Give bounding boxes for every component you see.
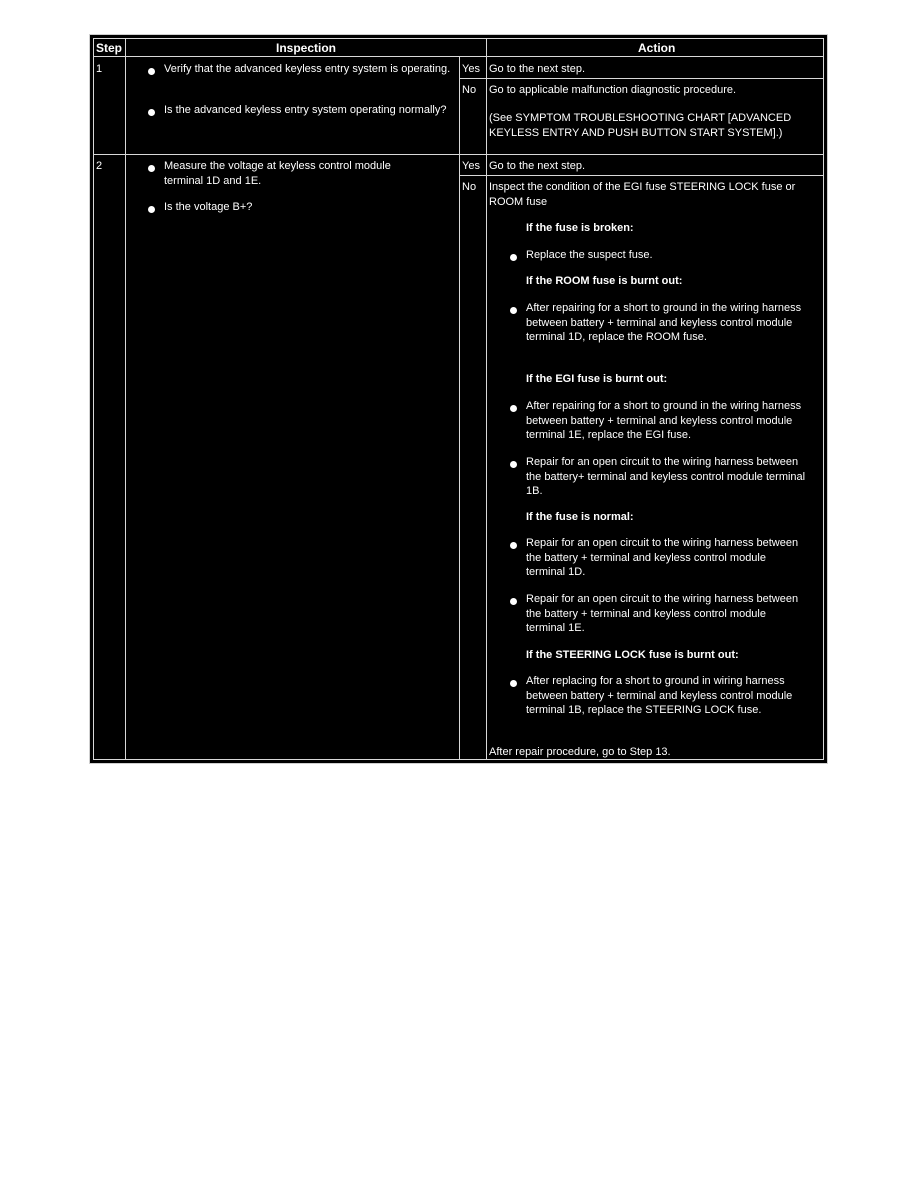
table-grid (93, 38, 824, 760)
row1-yes-bottom (459, 78, 823, 79)
bullet-icon (510, 680, 517, 687)
yes-action: Go to the next step. (489, 160, 586, 172)
diagnostic-table (89, 34, 828, 764)
case-item: Repair for an open circuit to the wiring harness between the battery + terminal and keyless control module terminal 1E. (526, 593, 799, 634)
bullet-icon (510, 461, 517, 468)
yes-label: Yes (462, 63, 480, 75)
no-action: Go to applicable malfunction diagnostic procedure. (489, 84, 737, 96)
inspection-item: Is the voltage B+? (164, 201, 253, 213)
divider-action (486, 39, 487, 759)
bullet-icon (510, 307, 517, 314)
bullet-icon (148, 68, 155, 75)
footer-note: After repair procedure, go to Step 13. (489, 746, 671, 758)
bullet-icon (148, 109, 155, 116)
case-item: Replace the suspect fuse. (526, 249, 653, 261)
case-item: Repair for an open circuit to the wiring harness between the battery+ terminal and keyless control module terminal 1B. (526, 456, 806, 497)
header-step: Step (96, 41, 123, 55)
no-label: No (462, 181, 477, 193)
bullet-icon (510, 542, 517, 549)
header-inspection: Inspection (276, 41, 337, 55)
header-bottom (94, 56, 823, 57)
inspection-item: Measure the voltage at keyless control module terminal 1D and 1E. (164, 160, 391, 187)
divider-step (125, 39, 126, 759)
no-note: (See SYMPTOM TROUBLESHOOTING CHART [ADVANCED KEYLESS ENTRY AND PUSH BUTTON START SYSTEM].) (489, 112, 792, 139)
no-intro: Inspect the condition of the EGI fuse STEERING LOCK fuse or ROOM fuse (489, 181, 796, 208)
row1-bottom (94, 154, 823, 155)
case-item: After replacing for a short to ground in wiring harness between battery + terminal and keyless control module terminal 1B, replace the STEERING LOCK fuse. (526, 675, 793, 716)
divider-answer (459, 56, 460, 759)
no-label: No (462, 84, 477, 96)
case-heading: If the fuse is normal: (526, 511, 634, 523)
case-heading: If the EGI fuse is burnt out: (526, 373, 668, 385)
bullet-icon (510, 598, 517, 605)
case-heading: If the ROOM fuse is burnt out: (526, 275, 683, 287)
step-number: 1 (96, 63, 103, 75)
inspection-item: Is the advanced keyless entry system operating normally? (164, 104, 447, 116)
case-item: After repairing for a short to ground in the wiring harness between battery + terminal and keyless control module terminal 1D, replace the ROOM fuse. (526, 302, 802, 343)
case-item: After repairing for a short to ground in the wiring harness between battery + terminal and keyless control module terminal 1E, replace the EGI fuse. (526, 400, 802, 441)
step-number: 2 (96, 160, 103, 172)
case-item: Repair for an open circuit to the wiring harness between the battery + terminal and keyless control module terminal 1D. (526, 537, 799, 578)
yes-action: Go to the next step. (489, 63, 586, 75)
case-heading: If the STEERING LOCK fuse is burnt out: (526, 649, 739, 661)
bullet-icon (510, 405, 517, 412)
bullet-icon (148, 206, 155, 213)
header-action: Action (638, 41, 676, 55)
case-heading: If the fuse is broken: (526, 222, 634, 234)
bullet-icon (510, 254, 517, 261)
inspection-item: Verify that the advanced keyless entry system is operating. (164, 63, 451, 75)
bullet-icon (148, 165, 155, 172)
row2-yes-bottom (459, 175, 823, 176)
yes-label: Yes (462, 160, 480, 172)
